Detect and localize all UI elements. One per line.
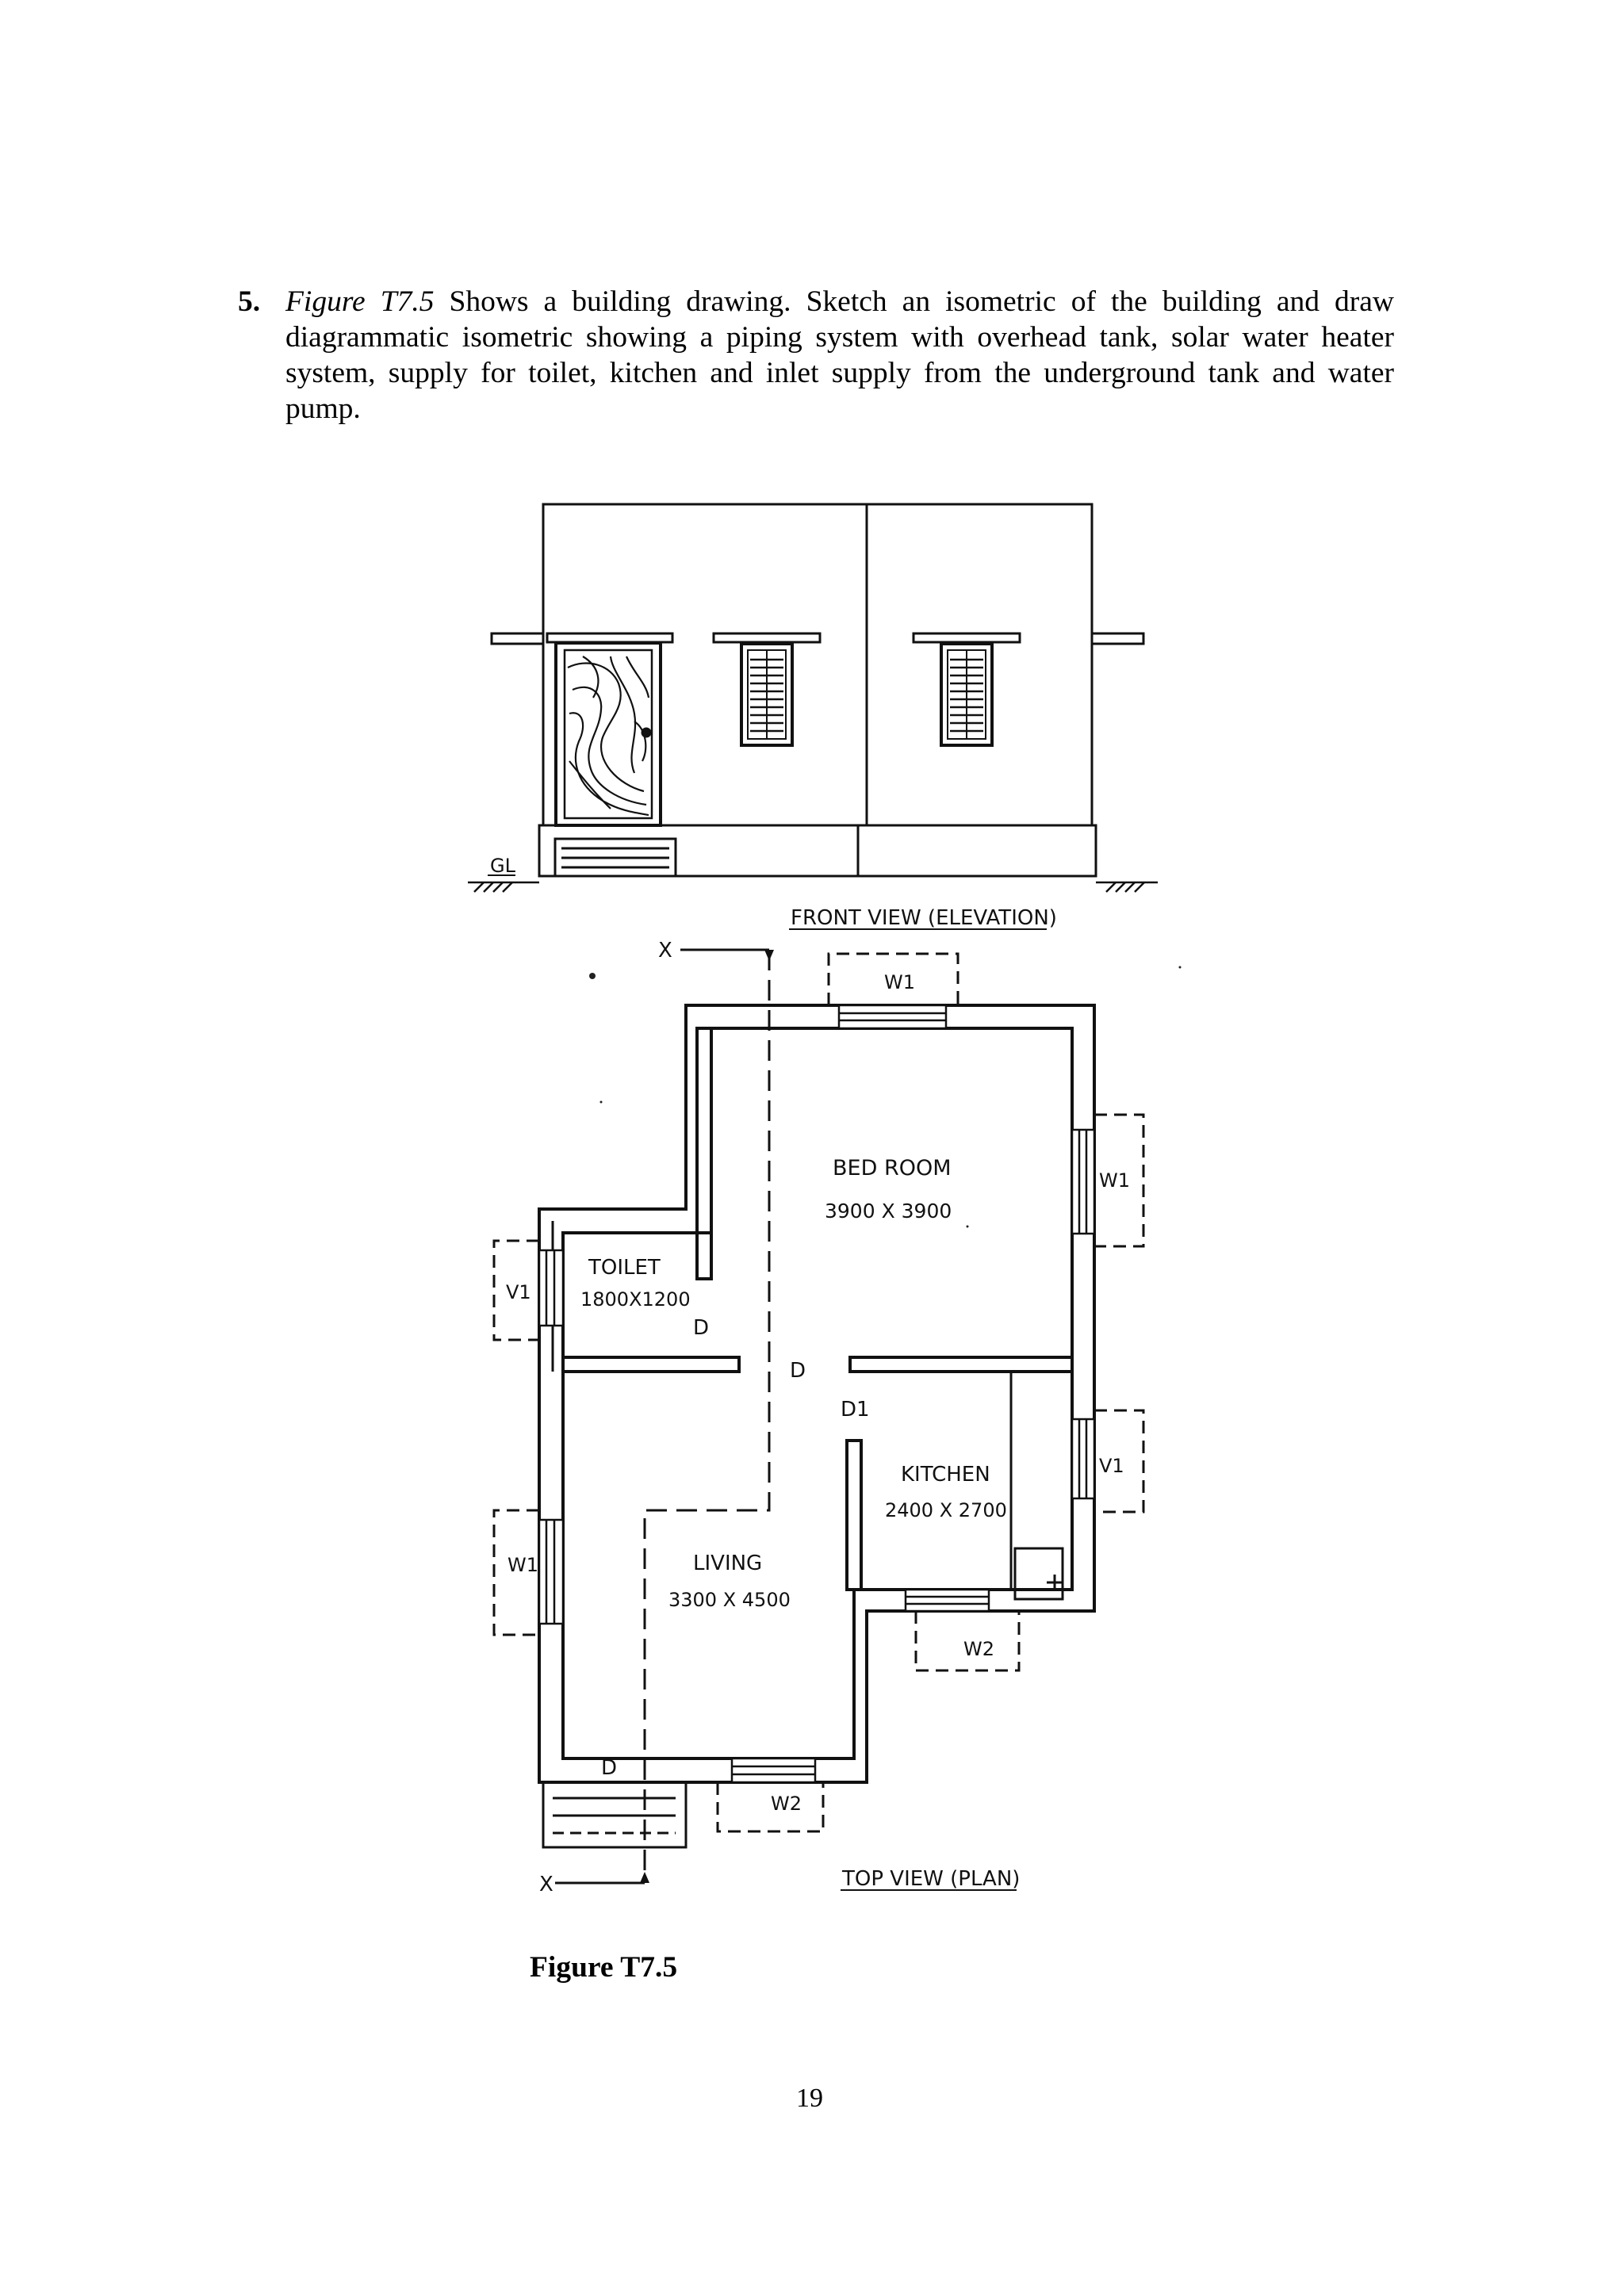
page-number: 19	[796, 2084, 823, 2113]
door-label-entrance: D	[601, 1756, 618, 1780]
ground-line	[468, 882, 1158, 892]
toilet-size: 1800X1200	[580, 1288, 691, 1311]
bedroom-size: 3900 X 3900	[825, 1200, 952, 1223]
door-label-bedroom: D	[790, 1359, 806, 1383]
living-size: 3300 X 4500	[668, 1589, 791, 1611]
plan-sunshade-projections	[494, 954, 1143, 1831]
window-label-top: W1	[884, 971, 915, 993]
elevation-window-1	[741, 644, 792, 745]
front-elevation	[468, 504, 1158, 892]
plan-title: TOP VIEW (PLAN)	[842, 1867, 1021, 1891]
question-body: Shows a building drawing. Sketch an isometric of the building and draw diagrammatic isometric showing a piping system with overhead tank, solar water heater system, supply for toilet, kitchen and inlet supply from the underground tank and water pump.	[285, 285, 1395, 425]
section-arrows	[640, 950, 774, 1883]
kitchen-name: KITCHEN	[901, 1463, 990, 1487]
living-name: LIVING	[693, 1552, 763, 1575]
door-label-toilet: D	[693, 1316, 710, 1340]
section-mark-top: X	[658, 939, 672, 962]
window-label-bedroom-right: W1	[1099, 1169, 1130, 1192]
figure-caption: Figure T7.5	[530, 1951, 678, 1984]
window-label-kitchen-bottom: W2	[963, 1638, 994, 1660]
elevation-walls	[543, 504, 1092, 825]
question-number: 5.	[238, 285, 261, 318]
section-mark-bottom: X	[539, 1873, 553, 1896]
window-label-living-bottom: W2	[771, 1793, 802, 1815]
kitchen-size: 2400 X 2700	[885, 1499, 1007, 1521]
elevation-window-2	[941, 644, 992, 745]
plan-entrance-steps	[543, 1782, 686, 1847]
elevation-door	[556, 643, 661, 825]
figure-reference: Figure T7.5	[285, 285, 435, 318]
kitchen-sink	[1015, 1548, 1063, 1599]
window-label-living-left: W1	[508, 1554, 538, 1576]
window-label-toilet-left: V1	[506, 1281, 531, 1303]
section-line	[555, 950, 769, 1883]
gl-label: GL	[490, 855, 515, 877]
toilet-name: TOILET	[588, 1256, 661, 1280]
bedroom-name: BED ROOM	[833, 1156, 952, 1181]
floor-plan	[539, 1005, 1094, 1782]
door-label-kitchen: D1	[841, 1398, 870, 1422]
elevation-title: FRONT VIEW (ELEVATION)	[791, 906, 1057, 930]
window-label-kitchen-right: V1	[1099, 1455, 1124, 1477]
elevation-steps	[555, 839, 676, 876]
